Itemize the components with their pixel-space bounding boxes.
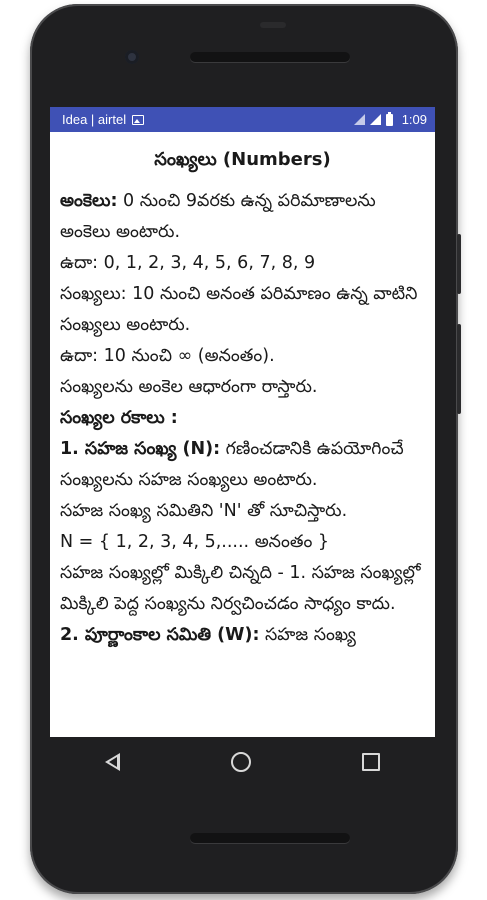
- signal-icon: [354, 114, 365, 125]
- whole-text: సహజ సంఖ్య: [259, 625, 356, 645]
- phone-screen: [50, 107, 435, 737]
- paragraph-natural-set: సహజ సంఖ్య సమితిని 'N' తో సూచిస్తారు.: [60, 501, 348, 521]
- earpiece-speaker: [190, 52, 350, 62]
- paragraph-natural: [60, 434, 425, 496]
- paragraph-whole: [60, 620, 425, 651]
- paragraph-natural-min: సహజ సంఖ్యల్లో మిక్కిలి చిన్నది - 1. సహజ సంఖ్యల్లో మిక్కిలి పెద్ద సంఖ్యను నిర్వచించడం సాధ్యం కాదు.: [60, 563, 421, 614]
- front-camera: [125, 50, 139, 64]
- page-title: సంఖ్యలు (Numbers): [154, 149, 331, 170]
- section-heading-types: సంఖ్యల రకాలు :: [60, 408, 178, 428]
- digits-label: అంకెలు:: [60, 191, 118, 211]
- navigation-bar: [50, 737, 435, 787]
- article-content[interactable]: [50, 132, 435, 651]
- power-button: [457, 324, 461, 414]
- paragraph-writing: సంఖ్యలను అంకెల ఆధారంగా రాస్తారు.: [60, 377, 318, 397]
- image-notification-icon: [132, 115, 144, 125]
- home-icon[interactable]: [231, 752, 251, 772]
- digits-text: 0 నుంచి 9వరకు ఉన్న పరిమాణాలను అంకెలు అంటారు.: [60, 191, 376, 242]
- back-icon[interactable]: [105, 753, 120, 771]
- natural-text: గణించడానికి ఉపయోగించే సంఖ్యలను సహజ సంఖ్యలు అంటారు.: [60, 439, 404, 490]
- signal-icon: [370, 114, 381, 125]
- whole-label: 2. పూర్ణాంకాల సమితి (W):: [60, 625, 260, 645]
- natural-label: 1. సహజ సంఖ్య (N):: [60, 439, 221, 459]
- bottom-speaker: [190, 833, 350, 843]
- paragraph-digits-example: ఉదా: 0, 1, 2, 3, 4, 5, 6, 7, 8, 9: [60, 253, 316, 273]
- battery-icon: [386, 114, 393, 126]
- paragraph-natural-formula: N = { 1, 2, 3, 4, 5,..... అనంతం }: [60, 532, 330, 552]
- proximity-sensor: [260, 22, 286, 28]
- status-bar: [50, 107, 435, 132]
- volume-button: [457, 234, 461, 294]
- paragraph-numbers-example: ఉదా: 10 నుంచి ∞ (అనంతం).: [60, 346, 275, 366]
- carrier-label: Idea | airtel: [62, 112, 127, 127]
- clock: 1:09: [401, 112, 427, 127]
- recents-icon[interactable]: [362, 753, 380, 771]
- paragraph-digits: [60, 186, 425, 248]
- paragraph-numbers: సంఖ్యలు: 10 నుంచి అనంత పరిమాణం ఉన్న వాటిని సంఖ్యలు అంటారు.: [60, 284, 418, 335]
